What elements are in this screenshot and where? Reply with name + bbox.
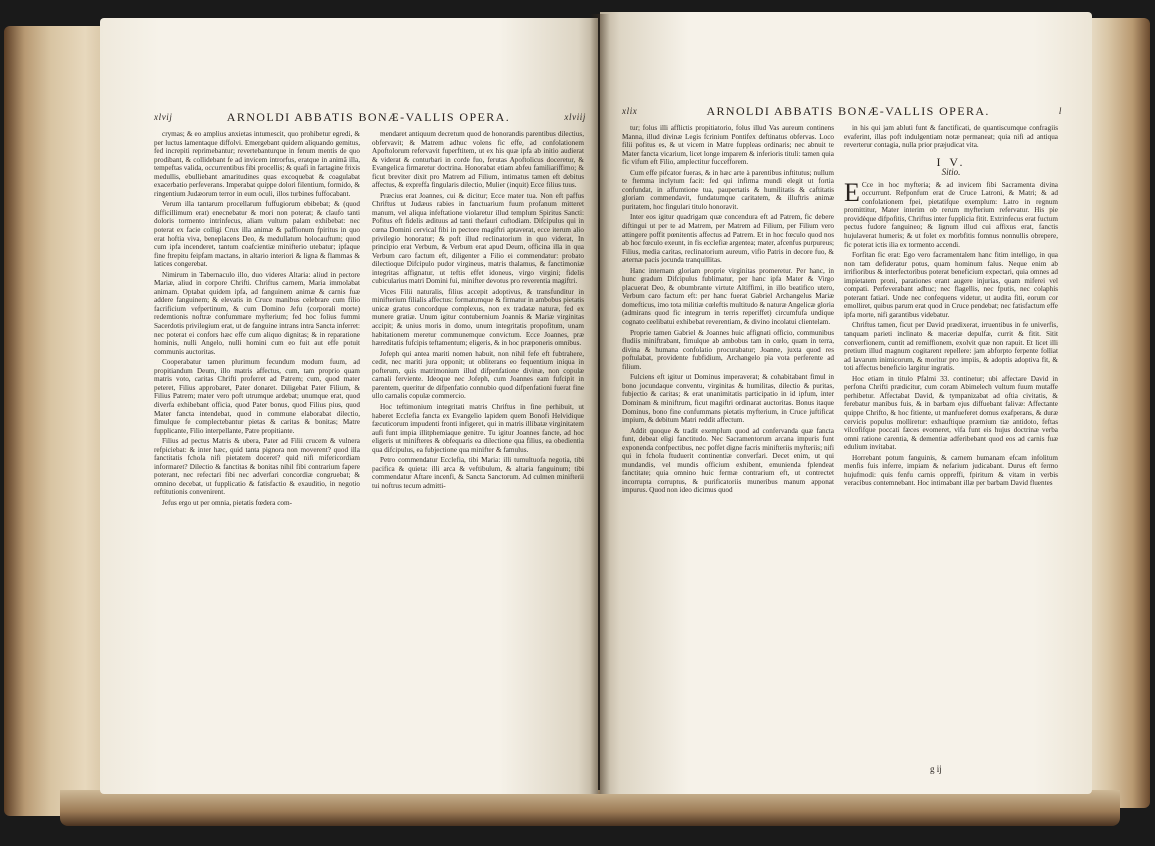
- left-page-header: [154, 110, 586, 124]
- left-running-head: ARNOLDI ABBATIS BONÆ-VALLIS OPERA.: [226, 109, 511, 124]
- left-page-number-right: xlviij: [564, 112, 586, 122]
- right-column-2: [844, 124, 1058, 756]
- paragraph: Præcius erat Joannes, cui & dicitur; Ecce mater tua. Non eft paffus Chriftus ut Judæus rabies in fanctuarium fuum profanum mitteret manum, vel aliqua infeftatione violaretur illud templum Spiritus Sancti: Pofitus eft fidelis ædituus ad tanti thefauri cuftodiam. Difcipulus qui in cœna Domini cervical fibi in pectore magiftri aptaverat, ecce iterum alio privilegio honoratur; & poft illud reclinatorium in quo viderat, In principio erat Verbum, & Verbum erat apud Deum, officina illa in qua Verbum caro factum eft, diligenter a Filio ei commendatur: probato dilectioque Difcipulo pudor virgineus, matris thalamus, & fanctimoniæ integritas affignatur, ut teftis effet idoneus, virgo virgini; fidelis cubicularius matri Domini fui, minifter devotus pro reverentia magiftri.: [372, 191, 584, 286]
- paragraph-text: Cce in hoc myfteria; & ad invicem fibi Sacramenta divina occurrunt. Refponfum erat de Cruce Latroni, & Matri; & ad confolationem fpei, pietatifque exemplum: Latro in regnum promittitur, Mater interim ob rerum myfterium refervatur. His pie providèque difpofitis, Chriftus inter fupplicia fitit. Extrinfecus erat fuctum pectus fudore fanguineo; & lignum illud cui affixus erat, fanctis hujulaverat humeris; & ut folet ex morbfitis fomnus nonnullis obrepere, fic poterat ictis ilia ex tormento accendi.: [844, 180, 1058, 249]
- paragraph: tur; folus illi afflictis propitiatorio, folus illud Vas aureum continens Manna, illud divinæ Legis fcrinium Pontifex deftinatus obfervas. Loco filii pofitus es, & ut vicem in Matre fuppleas ordinaris; nec abnuit te Mater fancta vicarium, licet longe imparem & inferioris tituli: tamen quia fic vifum eft Filio, amplectitur fuccefforem.: [622, 124, 834, 167]
- paragraph: Hanc internam gloriam proprie virginitas promeretur. Per hanc, in hunc gradum Difcipulus fublimatur, per hanc ipfa Mater & Virgo placuerat Deo, & obumbrante virtute Altiffimi, in illo beatifico utero, Verbum caro factum eft: per hanc fuerat Gabriel Archangelus Mariæ domefticus, imo tota militiæ cœleftis multitudo & naturæ Angelicæ gloria (admirans quod fic integrum in terris reperiffet) circumfufa undique cognato ceelibatui exhibebat reverentiam, & divino incolatui clientelam.: [622, 266, 834, 327]
- right-page-number-left: xlix: [622, 106, 638, 116]
- paragraph: mendaret antiquum decretum quod de honorandis parentibus dilectius, obfervavit; & Matrem adhuc volens fic effe, ad confolationem Apoftolorum refervavit fuperftitem, ut ex his quæ ipfa ab initio audierat & viderat & conturbari in corde fuo, ferutas Apoftolicus doceretur, & Evangelica firmaretur doctrina. Honorabat etiam abfeu familiariffimo; & ficut breviter dixit pro Matrem ad Filium, intimatus tamen eft debitus affectus, & expreffa fingularis dilectio, Mulier (inquit) Ecce filius tuus.: [372, 130, 584, 190]
- paragraph: Horrebant potum fanguinis, & carnem humanam efcam infolitum menfis fuis inferre, impiam & nefarium judicabant. Durus eft fermo hujufmodi: quis fenfu carnis oppreffi, fpiritum & vitam in verbis veracibus contemnebant. Hoc intimabant illæ per barbam David fluentes: [844, 453, 1058, 488]
- book-bottom-edge: [60, 790, 1120, 826]
- paragraph: Cooperabatur tamen plurimum fecundum modum fuum, ad propitiandum Deum, illo matris affectus, cum, tam proprio quam matris voto, caritas Chrifti proferret ad Patrem; cum, quod mater peteret, Filius approbaret, Pater donaret. Diligebat Pater Filium, & Filius Patrem; mater vero poft utrumque ardebat; unumque erat, quod diverfa exhibebant officia, quod Pater bonus, quod Filius pius, quod Mater fancta intendebat, quod in commune elaborabat dilectio, fimulque fe complectebantur pietas & caritas & bonitas; Matre fupplicante, Filio interpellante, Patre propitiante.: [154, 358, 360, 435]
- paragraph: Hoc teftimonium integritati matris Chriftus in fine perhibuit, ut haberet Ecclefia fancta ex Evangelio lapidem quem Bonofi Helvidique fæcuticorum impudenti fronti infigeret, qui in matris illibatæ virginitatem aufi funt impia illitphemiaque genitre. Tu igitur Joannes fancte, ad hoc eligeris ut minifteres & obfequaris ea dilectione qua filius, ea obedientia qua difcipulus, ea fubjectione qua minifter & famulus.: [372, 402, 584, 454]
- right-running-head: ARNOLDI ABBATIS BONÆ-VALLIS OPERA.: [706, 103, 990, 118]
- left-page-number-left: xlvij: [154, 112, 173, 122]
- paragraph: Filius ad pectus Matris & ubera, Pater ad Filii crucem & vulnera refpiciebat: & inter hæc, quid tanta pignora non moverent? quod illa fanctitatis fchola nifi pietatem doceret? quid nifi mifericordiam informaret? Dilectio & fanctitas & bonitas nihil fibi contrarium fapere poterant, nec refectari fibi nec adverfari concordiæ congruebat; & omnino decebat, ut fupplicatio & fatisfactio & exauditio, in negotio reftitutionis convenirent.: [154, 437, 360, 497]
- paragraph-with-dropcap: [844, 177, 1058, 249]
- left-page: [100, 18, 598, 794]
- paragraph: crymas; & eo amplius anxietas intumescit, quo prohibetur egredi, & per luctus lamentaque diffolvi. Emergebant quidem aliquando gemitus, fed increpiti reprimebantur; revertebanturque in fenum mentis de quo prodibant, & collidebant fe ad invicem introrfus, eratque in animâ illa, tempeftas valida, occurrentibus fibi procellis; & quafi in fartagine frixis medullis, ebulliebant amaritudines quas excoquebat & coagulabat exacerbatio perfeverans. Imperabat quippe dolori filentium, formido, & ringentium Judæorum terror in eum oculi, illos turbines fuffocabant.: [154, 130, 360, 198]
- right-column-1: [622, 124, 834, 784]
- paragraph: Nimirum in Tabernaculo illo, duo videres Altaria: aliud in pectore Mariæ, aliud in corpore Chrifti. Chriftus carnem, Maria immolabat animam. Optabat quidem ipfa, ad fanguinem animæ & carnis fuæ addere fanguinem; & elevatis in Cruce manibus celebrare cum filio facrificium vefpertinum, & cum Domino Jefu (corporali morte) redemtionis noftræ confummare myfterium; fed hoc folius fummi Sacerdotis privilegium erat, ut de fanguine intrans intra Sancta inferret: nec poterat ei confors hæc effe cum aliquo dignitas; & in reparatione hominis, nulli Angelo, nulli homini cum eo fuit aut effe potuit communis auctoritas.: [154, 270, 360, 356]
- drop-cap: E: [844, 177, 860, 207]
- right-page-number-right: l: [1058, 106, 1062, 116]
- paragraph: Fulciens eft igitur ut Dominus imperaverat; & cohabitabant fimul in bono jocundaque conventu, virginitas & humilitas, dilectio & puritas, fubjectio & caritas; & erat unanimitatis participatio in id ipfum, inter Dominam & miniftrum, ficut magiftri ordinarat auctoritas. Bonus itaque Dominus, bono fine confummans pietatis myfterium, in Cruce juftificat impium, & debitum Matri reddit affectum.: [622, 373, 834, 425]
- paragraph: in his qui jam abluti funt & fanctificati, de quantiscumque confragiis evaferint, illas poft indulgentiam notæ permaneat; quia nifi ad antiqua reverterur contagia, nulla prior præjudicat vita.: [844, 124, 1058, 150]
- section-title: Sitio.: [941, 167, 961, 178]
- section-number: I V.: [936, 154, 966, 169]
- left-column-2: [372, 130, 584, 782]
- left-column-1: [154, 130, 360, 770]
- paragraph: Addit quoque & tradit exemplum quod ad confervanda quæ fancta funt, debeat eligi fanctitudo. Nec Sacramentorum arcana impuris funt exponenda confpectibus, nec poffet digne facris minifteriis myfteriis; nifi qui in fchola ftuduerit continentiæ converfari. Decet enim, ut qui mundandis, vel mundis officium exhibent, emunienda fplendeat fanctitate; quia omnino huic fermæ contrarium eft, ut contrectet incorrupta corruptus, & purificatoriis muneribus manum apponat impurus. Quod non ideo dicimus quod: [622, 426, 834, 495]
- paragraph: Vices Filii naturalis, filius accepit adoptivus, & transfunditur in minifterium filialis affectus: formatumque & firmatur in ambobus pietatis unicæ gratus concordque complexus, non ex tradatæ naturæ, fed ex munere gratiæ. Unum igitur contubernium Joannis & Mariæ virginitas accipit; & unius moris in domo, unum integritatis propofitum, unam habitationem meretur communemque convictum. Ecce Joannes, præ hæreditatis fufcipis teftamentum; eligeris, & in hoc præponeris omnibus.: [372, 287, 584, 348]
- paragraph: Verum illa tantarum procellarum fuffugiorum ebibebat; & (quod difficillimum erat) enecnebatur & mori non poterat; & claufo tanti doloris tormento intrinfecus, aliam vultum palam exhibebat: nec poterat ex facie colligi Crux illa animæ & paffionum fpiritus in quo erat hoftia viva, beneplacens Deo, & medullatum holocauftum; quod cum ipfa incenderet, tantum coafcientiæ minifterio utebatur; ipfaque fine ftrepitu feipfam mactans, in altario interiori & ligna & flammas & latices congerebat.: [154, 200, 360, 269]
- paragraph: Cum effe pifcator fueras, & in hæc arte à parentibus inftitutus; nullum te ftemma inclytum facit: fed qui infirma mundi elegit ut fortia confundat, in affumtione tua, paupertatis & humilitatis & caftitatis gloriam commendavit, fundatumque caritatem, & illuftris animæ puritatem, hoc fingulari titulo honoravit.: [622, 168, 834, 211]
- book-gutter: [590, 14, 610, 794]
- paragraph: Forfitan fic erat: Ego vero facramentalem hanc fitim intelligo, in qua non tam defideratur potus, quam hominum falus. Neque enim ab irrifioribus & interfectoribus poterat beneficium expectari, quia omnes ad impietatem proni, parationes erant augere injurias, quam miferei vel compati. Perfeverabant adhuc; nec flagellis, nec fputis, nec colaphis poterant fatiari. Unde nec confequens videtur, ut audita fiti, eorum cor emolliret, quibus parum erat quod in Cruce pendebat; nec fatisfactum effe ipfa morte, nifi garantibus videbatur.: [844, 251, 1058, 319]
- signature-mark: g ij: [930, 764, 942, 774]
- paragraph: Jofeph qui antea mariti nomen habuit, non nihil fefe eft fubtrahere, cedit, nec mariti jura opponit; ut obliterans eo fequentium iniqua in pofterum, quis matrimonium illud difpenfatione divinæ, non copulæ carnali ferviente. Ideoque nec Jofeph, cum Joannes eam fufcipit in parentem, queritur de difpenfatio connubio quod difpenfationi fuerat fine ullo carnalis copulæ commercio.: [372, 349, 584, 401]
- right-page-header: [622, 104, 1062, 118]
- paragraph: Chriftus tamen, ficut per David prædixerat, irruentibus in fe univerfis, tanquam parieti inclinato & maceriæ depulfæ, currit & fitit. Sitit converfionem, cuntit ad remiffionem, exolvit quæ non rapuit. Et licet illi pretium illud magnum cogitarent repellere: jam abforpto ferpente folliat ad lavarum inimicorum, & moritur pro impiis, & adoptis adoptiva fit, & toti affectus beneficio largitur ingratis.: [844, 321, 1058, 373]
- paragraph: Proprie tamen Gabriel & Joannes huic affignati officio, communibus fludiis miniftrabant, fimulque ab ambobus tam in cœlo, quam in terra, divina & humana confolatio procurabatur; Joanne, juxta quod res poftulabat, providente fubfidium, Archangelo pia vota perferente ad filium.: [622, 328, 834, 371]
- right-page: [600, 12, 1092, 794]
- paragraph: Petro commendatur Ecclefia, tibi Maria: illi tumultuofa negotia, tibi pacifica & quieta: illi arca & veftibulum, & altaria fanguinum; tibi commendatur Aftare incenfi, & Sancta Sanctorum. Ad culmen minifterii tui noftrus tecum admitti-: [372, 456, 584, 490]
- paragraph: Jefus ergo ut per omnia, pietatis fœdera com-: [162, 498, 292, 507]
- paragraph: Inter eos igitur quadrigam quæ concendura eft ad Patrem, fic debere diftingui ut per te ad Matrem, per Matrem ad Filium, per Filium vero attingere poffit pœnitentis affectus ad Patrem. Et in hoc fœculo quod nos ab hoc fœculo exeunt, in fis ecclefiæ argentea; mater, afcenfus purpureus; Filius, media caritas, reclinatorium aureum, vifio Patris in decore fuo, & æternæ pacis jocunda tranquillitas.: [622, 213, 834, 265]
- paragraph: Hoc etiam in titulo Pfalmi 33. continetur; ubi affectare David in perfona Chrifti prædicitur, cum coram Abimelech vultum fuum mutaffe perhibetur. Affectabat David, & tympanizabat ad oftia civitatis, & ferebatur manibus fuis, & in barbam ejus diffuebant falivæ: Affectante quippe Chrifto, & hoc fitiente, ut manfueferet domus exafperans, & duræ cervicis populus molliretur: exhauftique præmium tiæ antidoto, feftas vilcofifque poccati fæces evomeret, vifa funt eis hujus doctrinæ verba omni ratione carentia, & dementiæ adferibebant quod eos ad carnis fuæ edulium invitabat.: [844, 374, 1058, 452]
